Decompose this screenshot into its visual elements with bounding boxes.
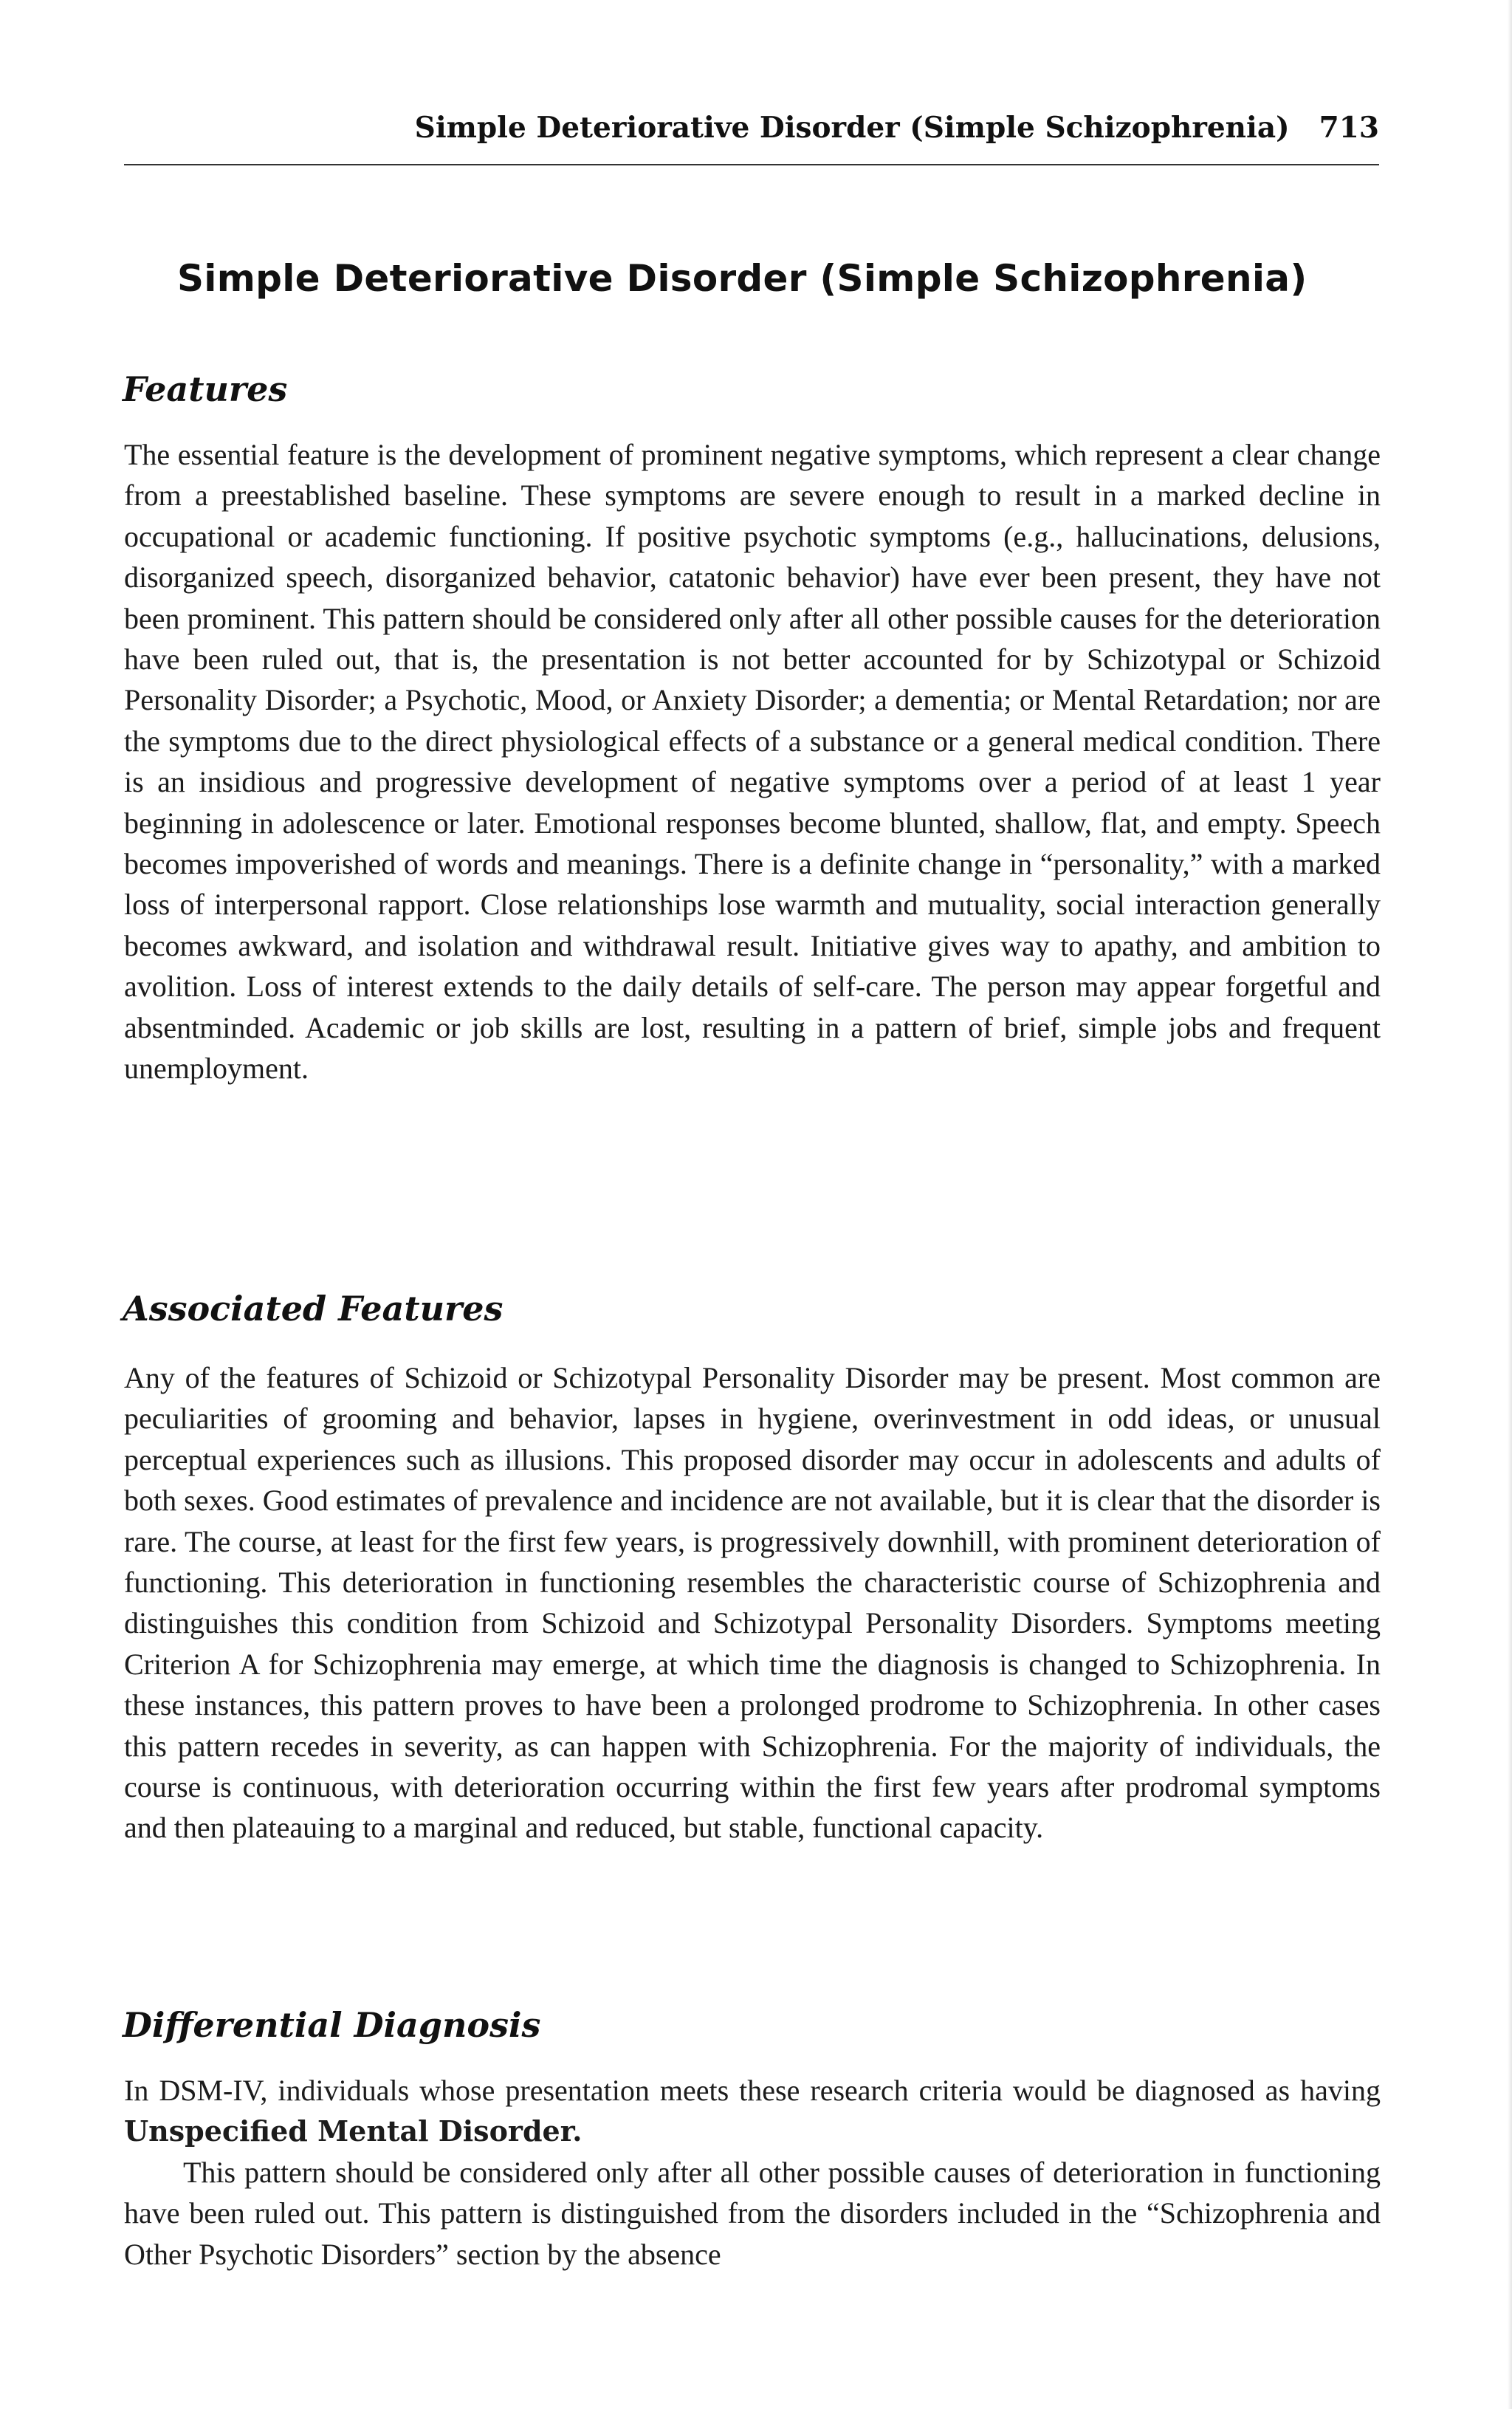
differential-diagnosis-heading: Differential Diagnosis	[123, 2005, 541, 2045]
scan-edge	[1508, 0, 1512, 2409]
features-paragraph: The essential feature is the development of prominent negative symptoms, which represent a clear change from a preestablished baseline. These symptoms are severe enough to result in a marked decline in occupational or academic functioning. If positive psychotic symptoms (e.g., hallucinations, delusions, disorganized speech, disorganized behavior, catatonic behavior) have ever been present, they have not been prominent. This pattern should be considered only after all other possible causes for the deterioration have been ruled out, that is, the presentation is not better accounted for by Schizotypal or Schizoid Personality Disorder; a Psychotic, Mood, or Anxiety Disorder; a dementia; or Mental Retardation; nor are the symptoms due to the direct physiological effects of a substance or a general medical condition. There is an insidious and progressive development of negative symptoms over a period of at least 1 year beginning in adolescence or later. Emotional responses become blunted, shallow, flat, and empty. Speech becomes impoverished of words and meanings. There is a definite change in “personality,” with a marked loss of interpersonal rapport. Close relationships lose warmth and mutuality, social interaction generally becomes awkward, and isolation and withdrawal result. Initiative gives way to apathy, and ambition to avolition. Loss of interest extends to the daily details of self-care. The person may appear forgetful and absentminded. Academic or job skills are lost, resulting in a pattern of brief, simple jobs and frequent unemployment.	[124, 438, 1381, 1086]
running-header	[124, 111, 1379, 162]
differential-diagnosis-text-prefix: In DSM-IV, individuals whose presentation meets these research criteria would be diagnosed as having	[124, 2074, 1381, 2107]
differential-diagnosis-paragraph-1	[124, 2070, 1381, 2152]
features-text	[124, 434, 1381, 1089]
header-rule	[124, 164, 1379, 165]
running-header-title: Simple Deteriorative Disorder (Simple Schizophrenia)	[414, 111, 1290, 145]
unspecified-mental-disorder-term: Unspecified Mental Disorder.	[124, 2114, 583, 2148]
associated-features-paragraph: Any of the features of Schizoid or Schizotypal Personality Disorder may be present. Most common are peculiarities of grooming and behavior, lapses in hygiene, overinvestment in odd ideas, or unusual perceptual experiences such as illusions. This proposed disorder may occur in adolescents and adults of both sexes. Good estimates of prevalence and incidence are not available, but it is clear that the disorder is rare. The course, at least for the first few years, is progressively downhill, with prominent deterioration of functioning. This deterioration in functioning resembles the characteristic course of Schizophrenia and distinguishes this condition from Schizoid and Schizotypal Personality Disorders. Symptoms meeting Criterion A for Schizophrenia may emerge, at which time the diagnosis is changed to Schizophrenia. In these instances, this pattern proves to have been a prolonged prodrome to Schizophrenia. In other cases this pattern recedes in severity, as can happen with Schizophrenia. For the majority of individuals, the course is continuous, with deterioration occurring within the first few years after prodromal symptoms and then plateauing to a marginal and reduced, but stable, functional capacity.	[124, 1361, 1381, 1845]
page-number: 713	[1319, 111, 1379, 145]
differential-diagnosis-paragraph-2: This pattern should be considered only after all other possible causes of deterioration in functioning have been ruled out. This pattern is distinguished from the disorders included in the “Schizophrenia and Other Psychotic Disorders” section by the absence	[124, 2155, 1381, 2271]
associated-features-heading: Associated Features	[123, 1289, 504, 1329]
features-heading: Features	[123, 369, 288, 409]
associated-features-text	[124, 1357, 1381, 1848]
chapter-title: Simple Deteriorative Disorder (Simple Schizophrenia)	[177, 257, 1307, 300]
differential-diagnosis-text	[124, 2070, 1381, 2275]
